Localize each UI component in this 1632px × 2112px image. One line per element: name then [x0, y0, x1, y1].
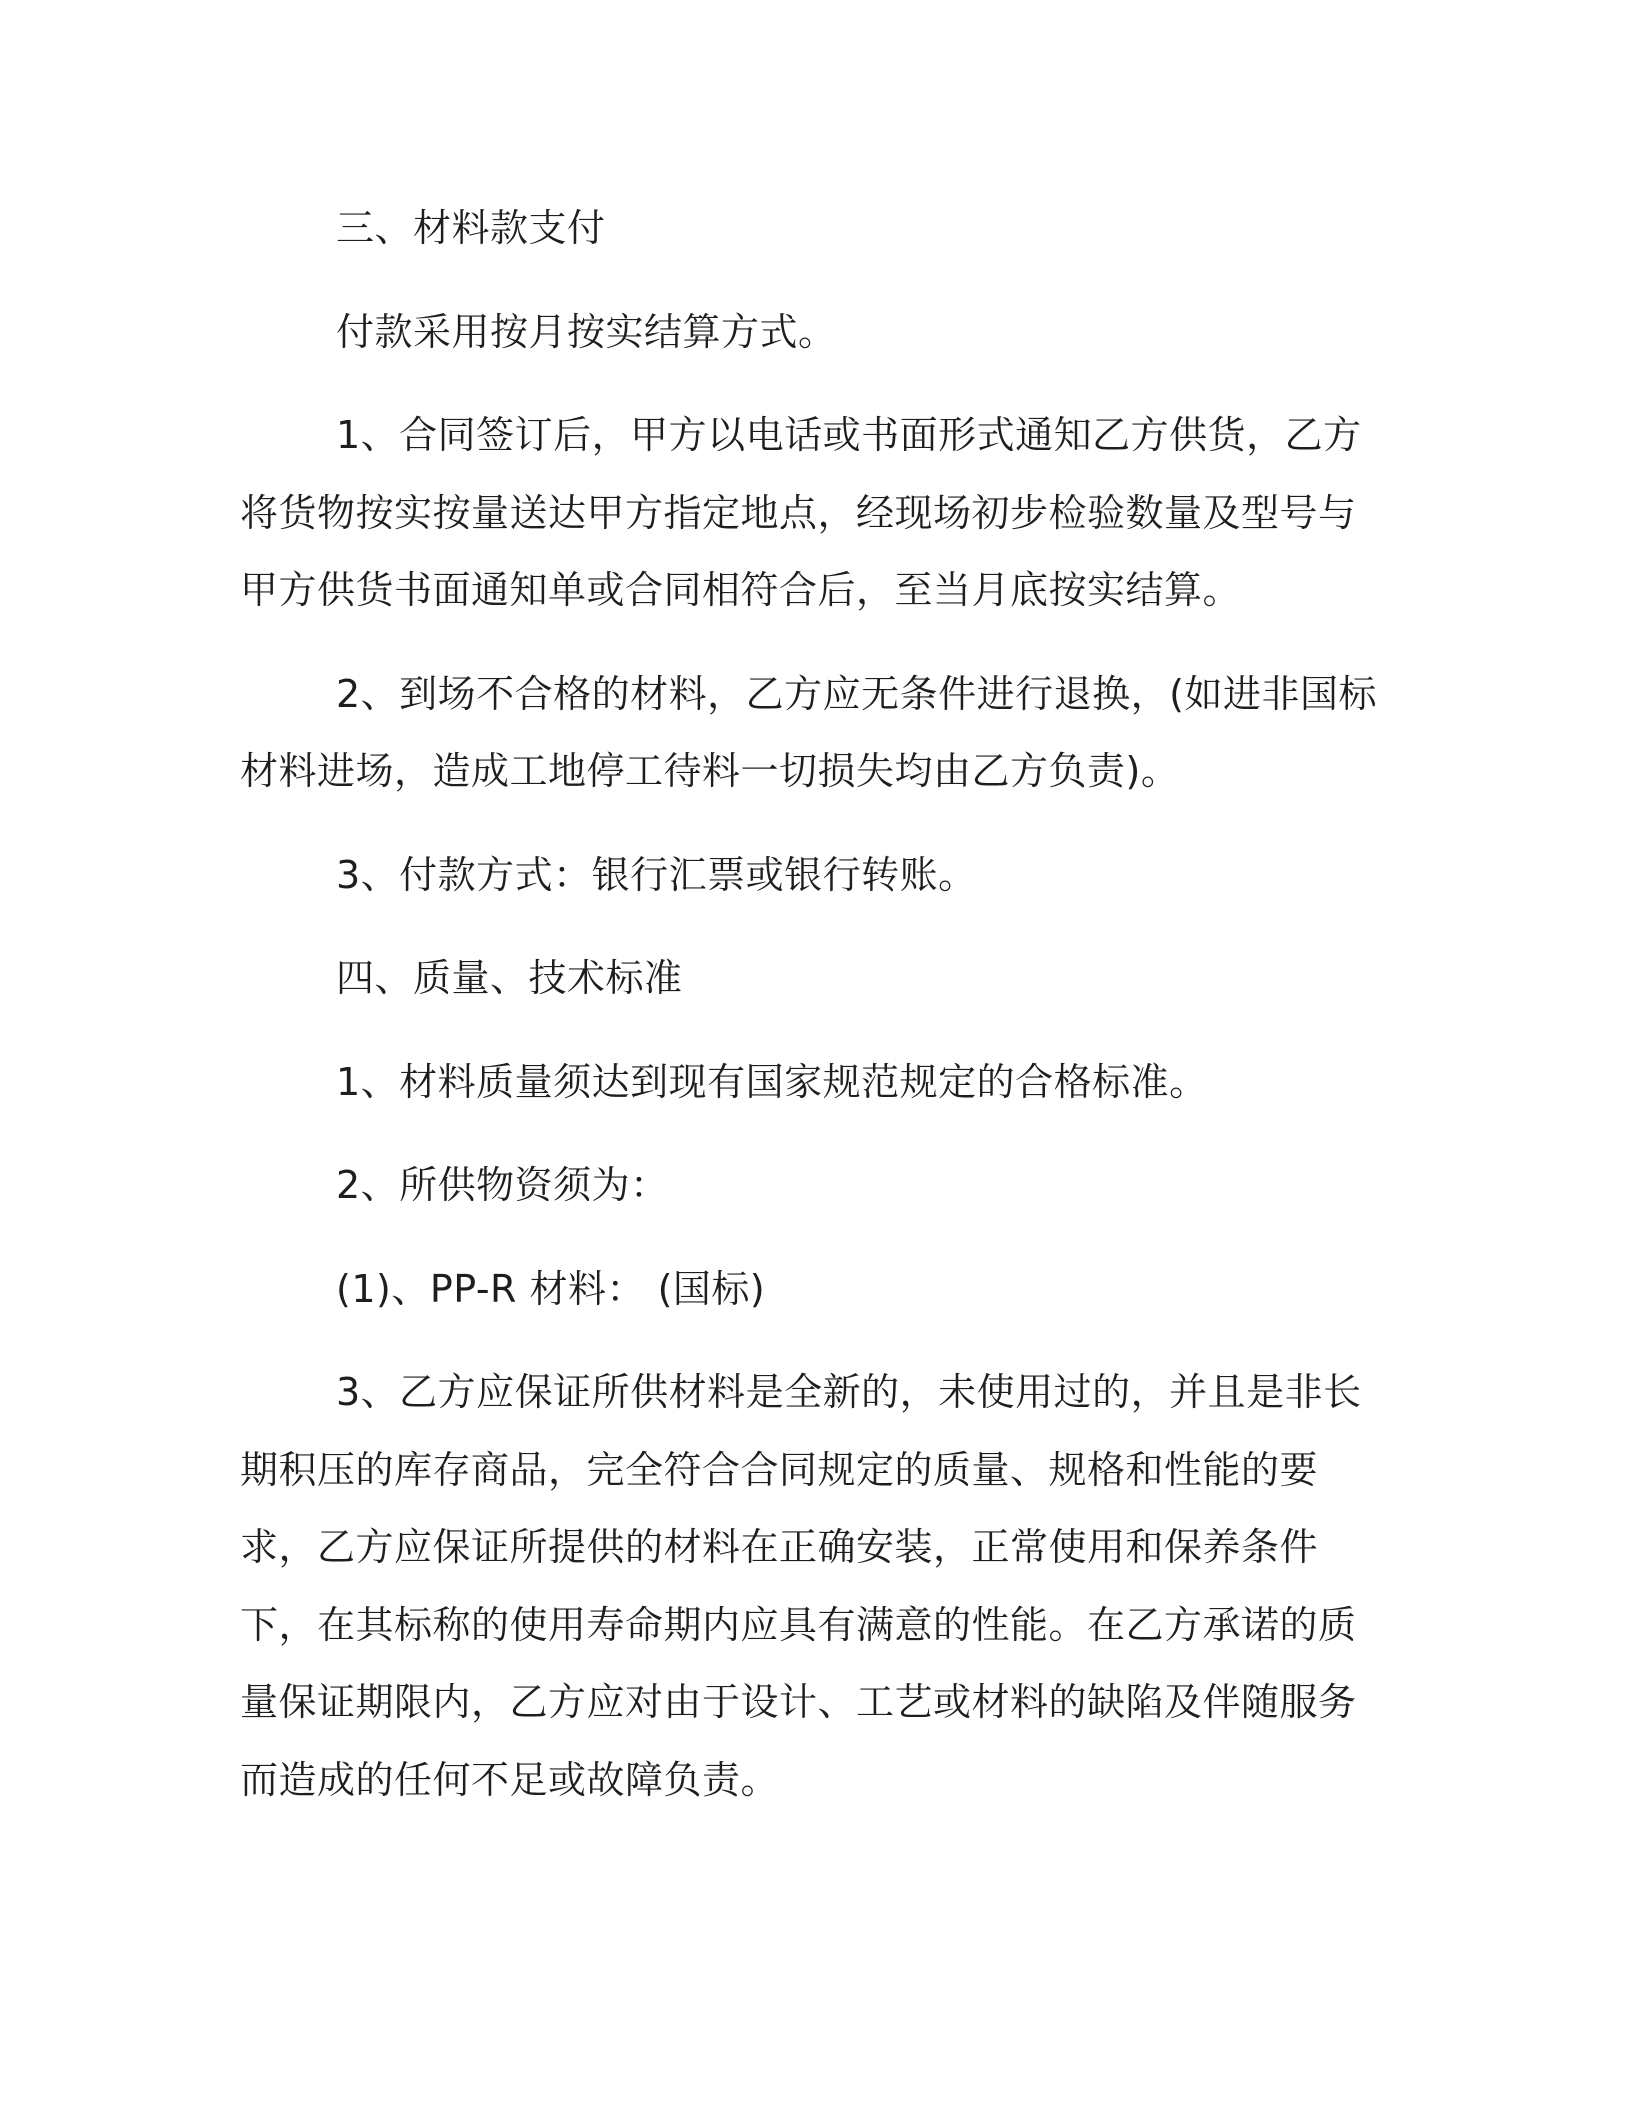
- quality-clause-1: 1、材料质量须达到现有国家规范规定的合格标准。: [336, 1059, 1208, 1104]
- payment-clause-2: 2、到场不合格的材料，乙方应无条件进行退换，(如进非国标材料进场，造成工地停工待料一切损失均由乙方负责)。: [240, 671, 1378, 793]
- payment-method-intro: 付款采用按月按实结算方式。: [336, 309, 837, 354]
- quality-clause-2: 2、所供物资须为：: [336, 1163, 669, 1207]
- quality-clause-2-item-1: (1)、PP-R 材料： (国标): [336, 1266, 766, 1311]
- payment-clause-3: 3、付款方式：银行汇票或银行转账。: [336, 852, 977, 897]
- section-heading-payment: 三、材料款支付: [336, 206, 606, 250]
- section-heading-quality: 四、质量、技术标准: [336, 956, 683, 1000]
- document-page: [240, 190, 1380, 1819]
- quality-clause-3: 3、乙方应保证所供材料是全新的，未使用过的，并且是非长期积压的库存商品，完全符合合同规定的质量、规格和性能的要求，乙方应保证所提供的材料在正确安装，正常使用和保养条件下，在其标称的使用寿命期内应具有满意的性能。在乙方承诺的质量保证期限内，乙方应对由于设计、工艺或材料的缺陷及伴随服务而造成的任何不足或故障负责。: [240, 1370, 1362, 1802]
- payment-clause-1: 1、合同签订后，甲方以电话或书面形式通知乙方供货，乙方将货物按实按量送达甲方指定地点，经现场初步检验数量及型号与甲方供货书面通知单或合同相符合后，至当月底按实结算。: [240, 413, 1362, 612]
